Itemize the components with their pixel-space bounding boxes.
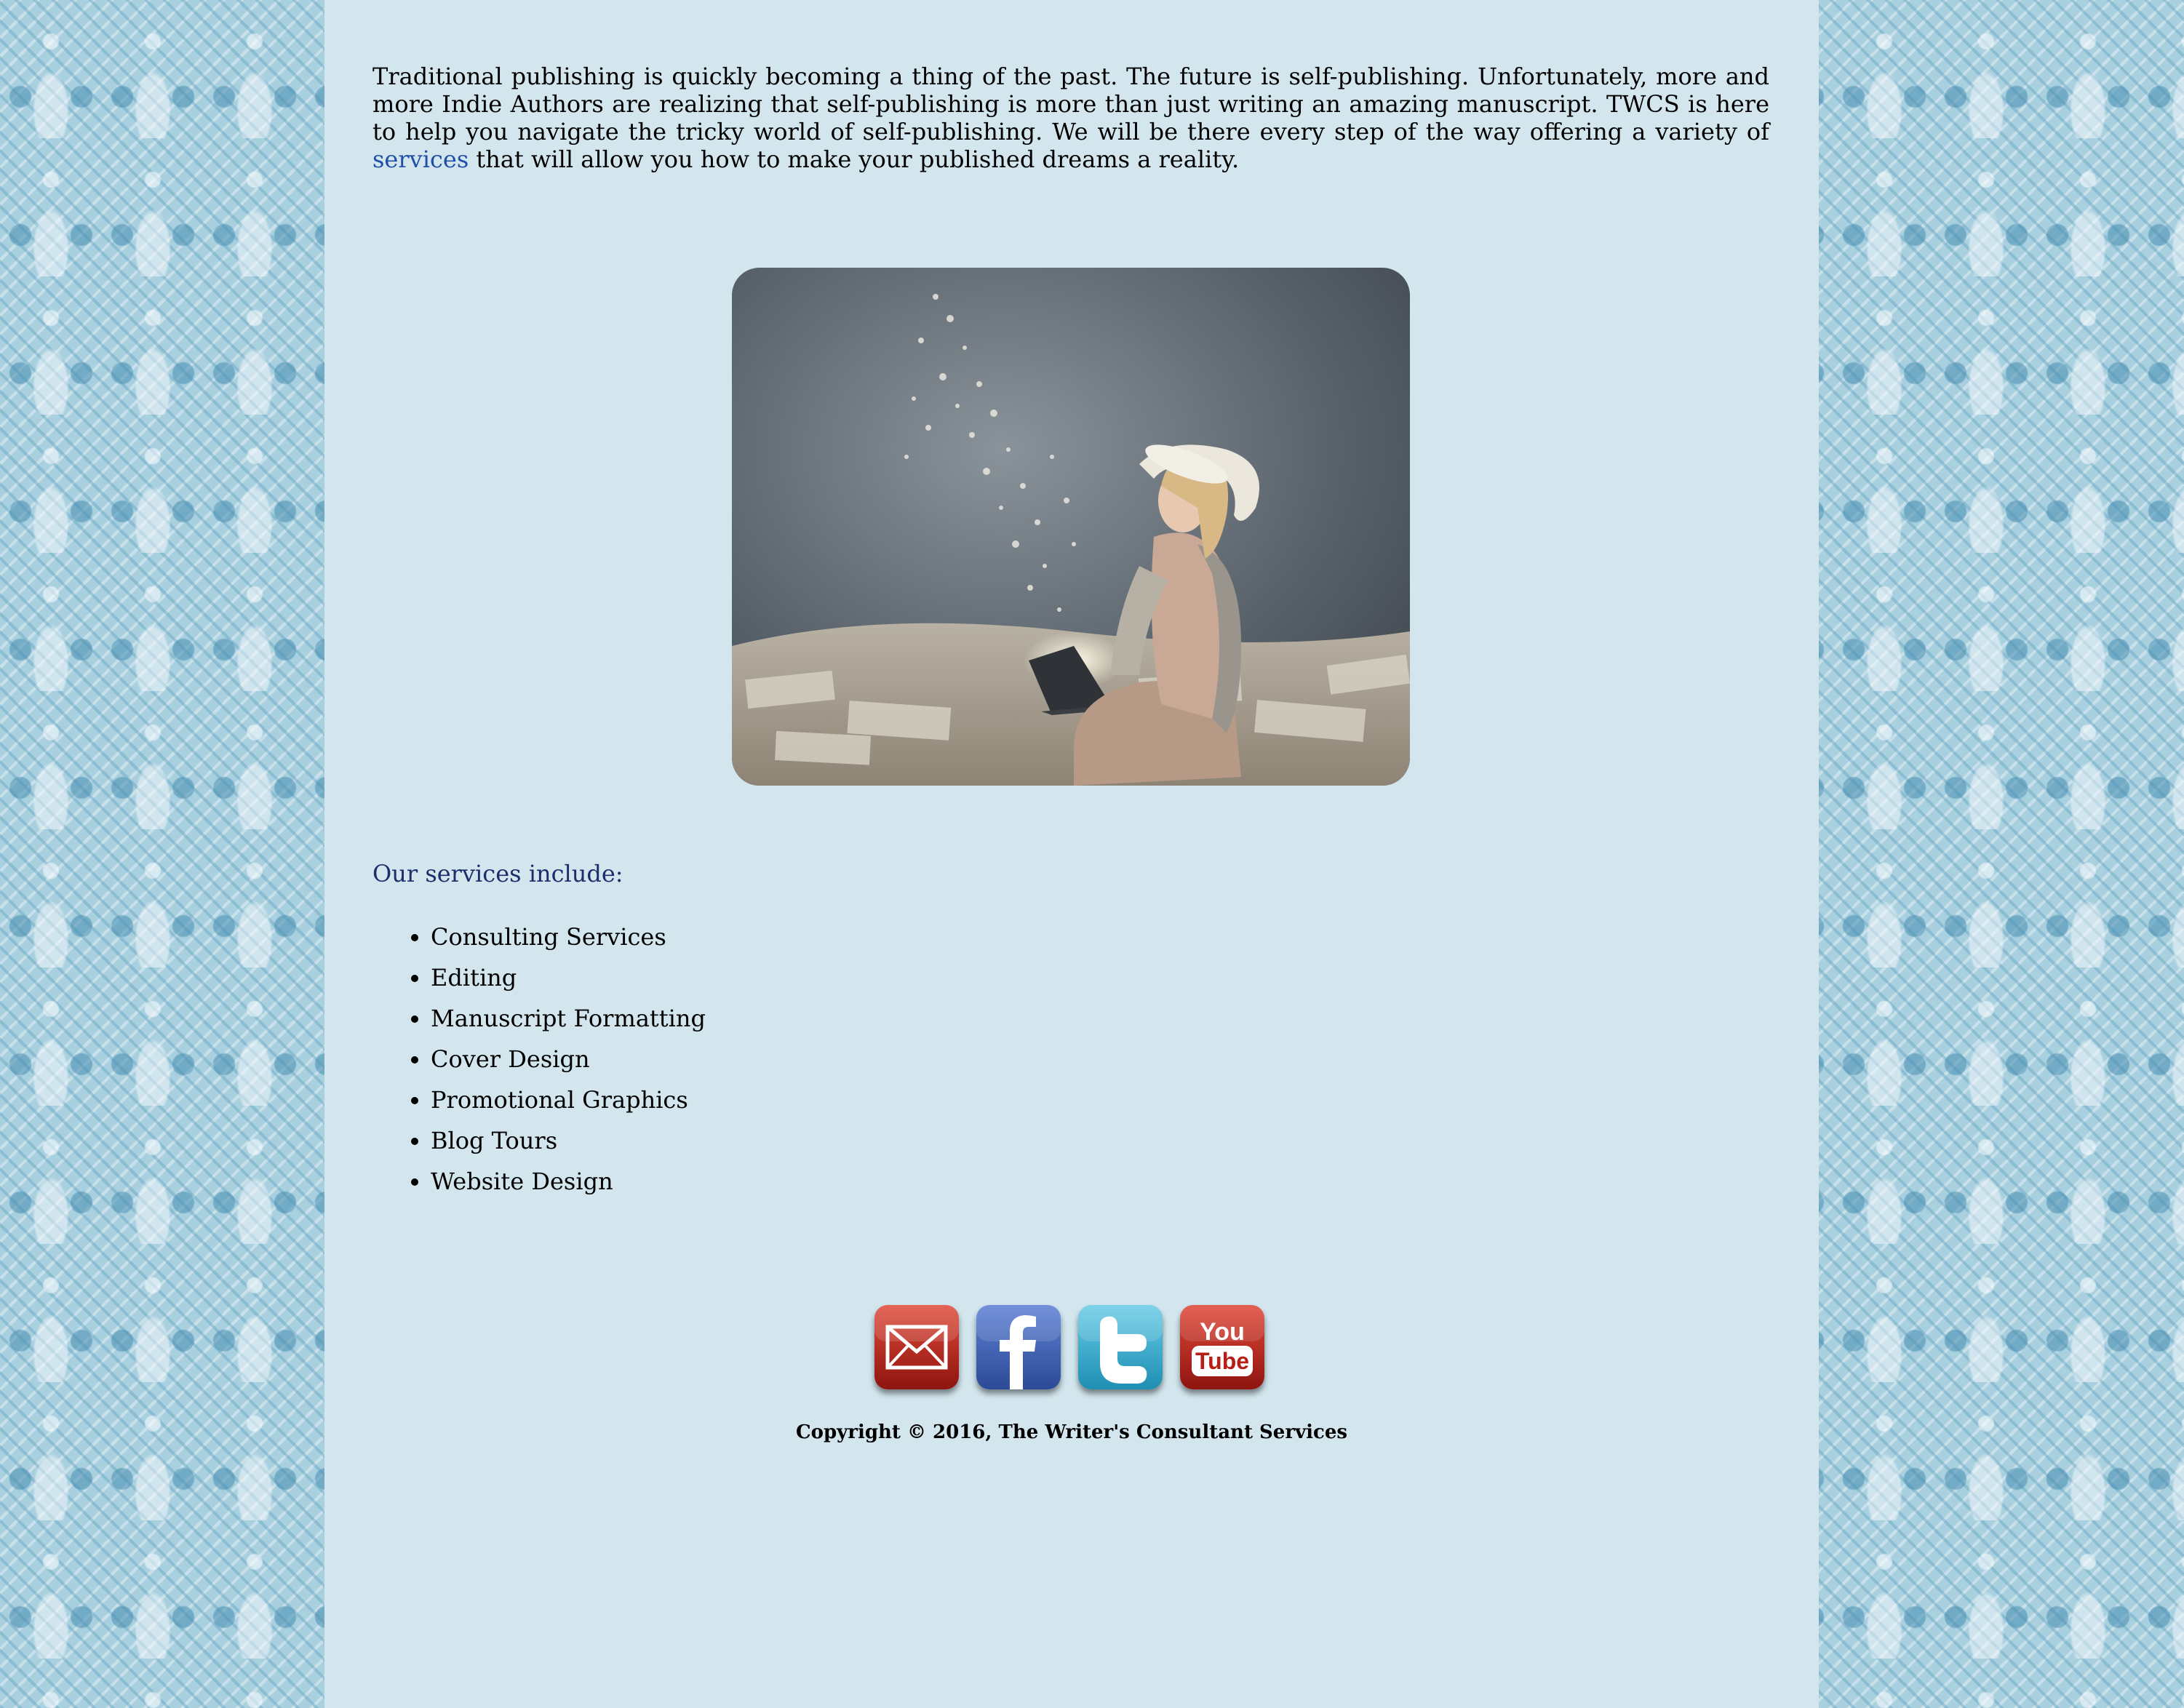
service-item-manuscript-formatting: • Manuscript Formatting — [431, 998, 706, 1039]
service-item-website-design: • Website Design — [431, 1161, 706, 1202]
woman-with-laptop-illustration — [732, 268, 1410, 786]
youtube-tube-text: Tube — [1195, 1348, 1250, 1374]
service-item-promotional-graphics: • Promotional Graphics — [431, 1080, 706, 1120]
intro-text-before: Traditional publishing is quickly becoming a thing of the past. The future is self-publishing. Unfortunately, more and more Indie Authors are realizing that self-publishing is more than just writing an amazing manuscript. TWCS is here to help you navigate the tricky world of self-publishing. We will be there every step of the way offering a variety of — [372, 63, 1769, 145]
service-item-blog-tours: • Blog Tours — [431, 1120, 706, 1161]
facebook-button[interactable] — [976, 1305, 1061, 1389]
twitter-icon — [1078, 1305, 1163, 1389]
intro-text-after: that will allow you how to make your published dreams a reality. — [469, 145, 1240, 173]
twitter-button[interactable] — [1078, 1305, 1163, 1389]
services-heading: Our services include: — [372, 860, 623, 887]
youtube-you-text: You — [1200, 1318, 1245, 1346]
main-content — [324, 0, 1819, 1708]
hero-image — [732, 268, 1410, 786]
youtube-button[interactable] — [1180, 1305, 1264, 1389]
intro-paragraph — [372, 63, 1769, 173]
service-item-cover-design: • Cover Design — [431, 1039, 706, 1080]
service-item-consulting: • Consulting Services — [431, 917, 706, 957]
social-links — [874, 1305, 1264, 1389]
email-button[interactable] — [874, 1305, 959, 1389]
copyright-text: Copyright © 2016, The Writer's Consultant Services — [795, 1421, 1348, 1443]
facebook-icon — [976, 1305, 1061, 1389]
mail-icon — [874, 1305, 959, 1389]
services-list — [372, 917, 706, 1202]
youtube-icon — [1180, 1305, 1264, 1389]
services-link[interactable]: services — [372, 145, 469, 173]
service-item-editing: • Editing — [431, 957, 706, 998]
